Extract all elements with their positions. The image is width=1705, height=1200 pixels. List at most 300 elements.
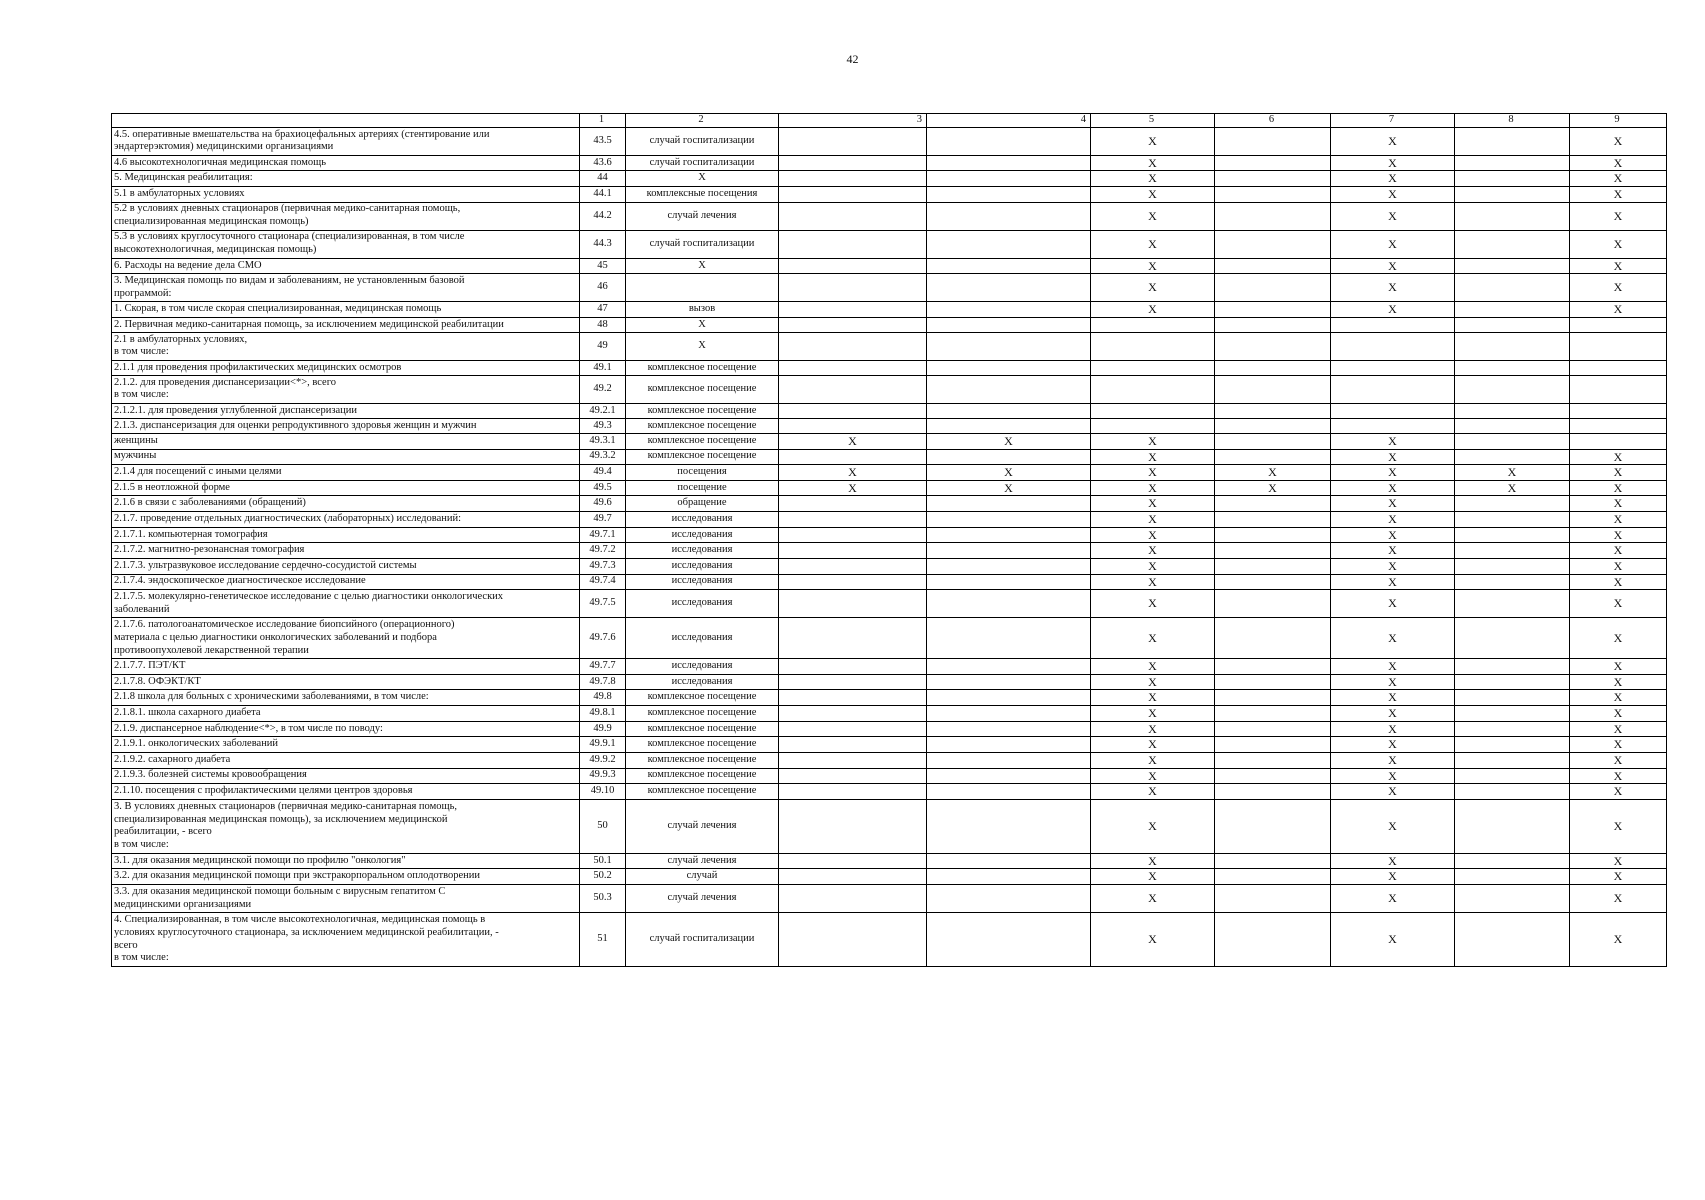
header-cell: 6	[1215, 114, 1331, 128]
value-cell-col9: X	[1570, 799, 1667, 853]
value-cell-col3	[779, 721, 927, 737]
value-cell-col6	[1215, 659, 1331, 675]
value-cell-col6	[1215, 799, 1331, 853]
value-cell-col5: X	[1091, 574, 1215, 590]
row-name-line: 1. Скорая, в том числе скорая специализированная, медицинская помощь	[114, 303, 442, 315]
value-cell-col6	[1215, 558, 1331, 574]
row-name	[112, 659, 580, 675]
value-cell-col3	[779, 674, 927, 690]
row-number: 49.7.6	[580, 618, 626, 659]
value-cell-col3: X	[779, 433, 927, 449]
value-cell-col9: X	[1570, 527, 1667, 543]
table-body	[112, 127, 1667, 966]
value-cell-col3	[779, 768, 927, 784]
value-cell-col7: X	[1331, 171, 1455, 187]
row-name-line: 2.1.1 для проведения профилактических медицинских осмотров	[114, 361, 402, 373]
value-cell-col4	[927, 230, 1091, 258]
value-cell-col6	[1215, 202, 1331, 230]
value-cell-col9	[1570, 332, 1667, 360]
value-cell-col7: X	[1331, 258, 1455, 274]
value-cell-col7: X	[1331, 690, 1455, 706]
value-cell-col4	[927, 375, 1091, 403]
value-cell-col8	[1455, 853, 1570, 869]
value-cell-col9: X	[1570, 187, 1667, 203]
value-cell-col8: X	[1455, 480, 1570, 496]
table-row	[112, 302, 1667, 318]
value-cell-col9: X	[1570, 127, 1667, 155]
value-cell-col4	[927, 784, 1091, 800]
row-number: 49.8	[580, 690, 626, 706]
row-name-line: в том числе:	[114, 952, 169, 964]
value-cell-col7: X	[1331, 784, 1455, 800]
value-cell-col7: X	[1331, 127, 1455, 155]
row-name-line: 2. Первичная медико-санитарная помощь, за исключением медицинской реабилитации	[114, 318, 504, 330]
row-name	[112, 784, 580, 800]
value-cell-col3	[779, 527, 927, 543]
value-cell-col4	[927, 403, 1091, 418]
value-cell-col3	[779, 302, 927, 318]
row-number: 47	[580, 302, 626, 318]
value-cell-col6	[1215, 171, 1331, 187]
row-number: 49.7.5	[580, 590, 626, 618]
row-name-line: 2.1.2. для проведения диспансеризации<*>, всего	[114, 376, 337, 388]
row-name-line: 2.1.7.4. эндоскопическое диагностическое исследование	[114, 575, 366, 587]
value-cell-col6	[1215, 317, 1331, 332]
value-cell-col6	[1215, 721, 1331, 737]
row-unit: комплексное посещение	[626, 752, 779, 768]
value-cell-col7	[1331, 403, 1455, 418]
row-name	[112, 913, 580, 967]
row-number: 49.9.1	[580, 737, 626, 753]
row-name	[112, 721, 580, 737]
row-name	[112, 496, 580, 512]
value-cell-col5: X	[1091, 659, 1215, 675]
value-cell-col6	[1215, 433, 1331, 449]
row-name	[112, 690, 580, 706]
value-cell-col6	[1215, 418, 1331, 433]
row-unit: комплексное посещение	[626, 768, 779, 784]
row-name-line: 2.1.6 в связи с заболеваниями (обращений)	[114, 497, 306, 509]
row-unit: случай госпитализации	[626, 230, 779, 258]
value-cell-col7: X	[1331, 155, 1455, 171]
value-cell-col3	[779, 590, 927, 618]
row-name-line: в том числе:	[114, 389, 169, 401]
row-number: 49.7.1	[580, 527, 626, 543]
row-unit: исследования	[626, 558, 779, 574]
value-cell-col4	[927, 721, 1091, 737]
value-cell-col8	[1455, 799, 1570, 853]
value-cell-col5	[1091, 332, 1215, 360]
header-row	[112, 114, 1667, 128]
value-cell-col3	[779, 155, 927, 171]
value-cell-col7: X	[1331, 869, 1455, 885]
value-cell-col8	[1455, 690, 1570, 706]
value-cell-col6	[1215, 706, 1331, 722]
row-number: 49.7.8	[580, 674, 626, 690]
row-unit: комплексное посещение	[626, 375, 779, 403]
value-cell-col9: X	[1570, 171, 1667, 187]
value-cell-col9: X	[1570, 913, 1667, 967]
row-unit: случай лечения	[626, 202, 779, 230]
table-row	[112, 784, 1667, 800]
row-name-line: 3.1. для оказания медицинской помощи по профилю "онкология"	[114, 854, 406, 866]
row-number: 50.3	[580, 885, 626, 913]
value-cell-col4	[927, 674, 1091, 690]
value-cell-col6	[1215, 360, 1331, 375]
table-row	[112, 674, 1667, 690]
value-cell-col4	[927, 913, 1091, 967]
row-name-line: 2.1.7.8. ОФЭКТ/КТ	[114, 675, 201, 687]
value-cell-col7: X	[1331, 674, 1455, 690]
table-row	[112, 590, 1667, 618]
value-cell-col5: X	[1091, 869, 1215, 885]
value-cell-col9: X	[1570, 869, 1667, 885]
row-unit: случай госпитализации	[626, 913, 779, 967]
row-number: 43.5	[580, 127, 626, 155]
value-cell-col5: X	[1091, 496, 1215, 512]
value-cell-col7: X	[1331, 512, 1455, 528]
row-number: 49.7.7	[580, 659, 626, 675]
table-row	[112, 721, 1667, 737]
value-cell-col9: X	[1570, 618, 1667, 659]
value-cell-col8	[1455, 913, 1570, 967]
value-cell-col9: X	[1570, 752, 1667, 768]
value-cell-col8	[1455, 127, 1570, 155]
value-cell-col8	[1455, 302, 1570, 318]
value-cell-col7	[1331, 375, 1455, 403]
value-cell-col6	[1215, 274, 1331, 302]
row-number: 49.9	[580, 721, 626, 737]
value-cell-col5: X	[1091, 885, 1215, 913]
value-cell-col6	[1215, 574, 1331, 590]
value-cell-col3	[779, 752, 927, 768]
row-name	[112, 706, 580, 722]
value-cell-col7: X	[1331, 465, 1455, 481]
row-name-line: 2.1.7.7. ПЭТ/КТ	[114, 660, 186, 672]
row-name	[112, 590, 580, 618]
row-name	[112, 187, 580, 203]
value-cell-col4	[927, 768, 1091, 784]
row-name-line: 3.2. для оказания медицинской помощи при экстракорпоральном оплодотворении	[114, 870, 481, 882]
value-cell-col7	[1331, 332, 1455, 360]
row-unit: случай лечения	[626, 853, 779, 869]
value-cell-col8	[1455, 274, 1570, 302]
value-cell-col9	[1570, 403, 1667, 418]
row-name	[112, 480, 580, 496]
row-name	[112, 258, 580, 274]
row-number: 49.7.2	[580, 543, 626, 559]
value-cell-col3	[779, 418, 927, 433]
value-cell-col7: X	[1331, 558, 1455, 574]
value-cell-col6: X	[1215, 465, 1331, 481]
value-cell-col4	[927, 187, 1091, 203]
table-row	[112, 799, 1667, 853]
row-name-line: 5.3 в условиях круглосуточного стационара (специализированная, в том числе	[114, 231, 465, 243]
value-cell-col8	[1455, 618, 1570, 659]
value-cell-col8	[1455, 512, 1570, 528]
value-cell-col8	[1455, 496, 1570, 512]
value-cell-col7: X	[1331, 853, 1455, 869]
value-cell-col3	[779, 230, 927, 258]
value-cell-col3	[779, 171, 927, 187]
value-cell-col3	[779, 127, 927, 155]
value-cell-col3	[779, 784, 927, 800]
header-cell: 4	[927, 114, 1091, 128]
table-row	[112, 768, 1667, 784]
value-cell-col8	[1455, 558, 1570, 574]
value-cell-col4	[927, 418, 1091, 433]
row-unit: исследования	[626, 574, 779, 590]
value-cell-col6	[1215, 403, 1331, 418]
value-cell-col4	[927, 659, 1091, 675]
row-number: 44	[580, 171, 626, 187]
row-number: 51	[580, 913, 626, 967]
value-cell-col6	[1215, 127, 1331, 155]
table-row	[112, 230, 1667, 258]
row-name	[112, 737, 580, 753]
value-cell-col4	[927, 869, 1091, 885]
value-cell-col4: X	[927, 433, 1091, 449]
value-cell-col9: X	[1570, 558, 1667, 574]
row-unit: X	[626, 171, 779, 187]
value-cell-col4	[927, 274, 1091, 302]
value-cell-col8	[1455, 403, 1570, 418]
row-name-line: 4. Специализированная, в том числе высокотехнологичная, медицинская помощь в	[114, 913, 486, 925]
value-cell-col3	[779, 274, 927, 302]
value-cell-col7: X	[1331, 274, 1455, 302]
value-cell-col3	[779, 496, 927, 512]
value-cell-col3: X	[779, 480, 927, 496]
value-cell-col6	[1215, 768, 1331, 784]
row-number: 50.1	[580, 853, 626, 869]
row-name	[112, 127, 580, 155]
value-cell-col4	[927, 127, 1091, 155]
row-unit: комплексное посещение	[626, 737, 779, 753]
row-name-line: 5. Медицинская реабилитация:	[114, 172, 253, 184]
row-name-line: 2.1.7.5. молекулярно-генетическое исследование с целью диагностики онкологических	[114, 590, 504, 602]
table-row	[112, 465, 1667, 481]
value-cell-col9: X	[1570, 574, 1667, 590]
table-row	[112, 187, 1667, 203]
value-cell-col6	[1215, 512, 1331, 528]
value-cell-col5: X	[1091, 527, 1215, 543]
value-cell-col8	[1455, 433, 1570, 449]
row-unit: X	[626, 332, 779, 360]
value-cell-col6	[1215, 784, 1331, 800]
value-cell-col5: X	[1091, 202, 1215, 230]
row-unit: комплексное посещение	[626, 784, 779, 800]
row-number: 49.10	[580, 784, 626, 800]
value-cell-col4	[927, 302, 1091, 318]
value-cell-col7	[1331, 360, 1455, 375]
value-cell-col5: X	[1091, 590, 1215, 618]
value-cell-col4	[927, 799, 1091, 853]
header-cell: 3	[779, 114, 927, 128]
value-cell-col4	[927, 618, 1091, 659]
value-cell-col6	[1215, 302, 1331, 318]
value-cell-col4	[927, 885, 1091, 913]
row-name	[112, 512, 580, 528]
row-unit: комплексное посещение	[626, 721, 779, 737]
row-name-line: 6. Расходы на ведение дела СМО	[114, 259, 262, 271]
value-cell-col5: X	[1091, 618, 1215, 659]
value-cell-col5: X	[1091, 737, 1215, 753]
header-cell: 8	[1455, 114, 1570, 128]
row-unit: исследования	[626, 512, 779, 528]
value-cell-col9: X	[1570, 721, 1667, 737]
value-cell-col4	[927, 202, 1091, 230]
value-cell-col8	[1455, 155, 1570, 171]
row-name-line: 2.1.10. посещения с профилактическими целями центров здоровья	[114, 785, 413, 797]
value-cell-col8	[1455, 590, 1570, 618]
value-cell-col5: X	[1091, 302, 1215, 318]
row-number: 46	[580, 274, 626, 302]
row-number: 49.3	[580, 418, 626, 433]
row-name-line: противоопухолевой лекарственной терапии	[114, 644, 309, 656]
value-cell-col4	[927, 590, 1091, 618]
row-unit: исследования	[626, 543, 779, 559]
row-unit: комплексные посещения	[626, 187, 779, 203]
row-number: 44.3	[580, 230, 626, 258]
row-name	[112, 449, 580, 465]
row-name-line: 5.2 в условиях дневных стационаров (первичная медико-санитарная помощь,	[114, 203, 461, 215]
table-row	[112, 171, 1667, 187]
value-cell-col4	[927, 171, 1091, 187]
value-cell-col3	[779, 512, 927, 528]
row-name-line: специализированная медицинская помощь)	[114, 216, 309, 228]
row-unit: случай госпитализации	[626, 127, 779, 155]
value-cell-col8	[1455, 418, 1570, 433]
table-row	[112, 752, 1667, 768]
value-cell-col8	[1455, 187, 1570, 203]
table-row	[112, 737, 1667, 753]
row-name	[112, 853, 580, 869]
table-row	[112, 869, 1667, 885]
row-unit: случай лечения	[626, 885, 779, 913]
table-row	[112, 317, 1667, 332]
row-unit: случай	[626, 869, 779, 885]
row-number: 49	[580, 332, 626, 360]
row-name-line: мужчины	[114, 450, 157, 462]
value-cell-col6	[1215, 496, 1331, 512]
value-cell-col7: X	[1331, 659, 1455, 675]
value-cell-col8	[1455, 171, 1570, 187]
value-cell-col5: X	[1091, 721, 1215, 737]
value-cell-col8	[1455, 230, 1570, 258]
row-name-line: специализированная медицинская помощь), за исключением медицинской	[114, 813, 448, 825]
row-number: 49.3.2	[580, 449, 626, 465]
table-row	[112, 127, 1667, 155]
row-name-line: 3.3. для оказания медицинской помощи больным с вирусным гепатитом С	[114, 885, 446, 897]
value-cell-col5: X	[1091, 674, 1215, 690]
value-cell-col4	[927, 332, 1091, 360]
row-name-line: 2.1.9.3. болезней системы кровообращения	[114, 769, 307, 781]
row-name	[112, 574, 580, 590]
value-cell-col5: X	[1091, 258, 1215, 274]
row-name	[112, 543, 580, 559]
row-name	[112, 885, 580, 913]
value-cell-col3	[779, 799, 927, 853]
value-cell-col9: X	[1570, 659, 1667, 675]
value-cell-col8	[1455, 360, 1570, 375]
value-cell-col5: X	[1091, 433, 1215, 449]
value-cell-col8	[1455, 768, 1570, 784]
row-name-line: всего	[114, 939, 138, 951]
value-cell-col5: X	[1091, 230, 1215, 258]
row-unit: исследования	[626, 527, 779, 543]
row-name	[112, 332, 580, 360]
value-cell-col9	[1570, 375, 1667, 403]
value-cell-col5	[1091, 403, 1215, 418]
value-cell-col4	[927, 496, 1091, 512]
row-number: 49.9.2	[580, 752, 626, 768]
value-cell-col9: X	[1570, 674, 1667, 690]
header-cell	[112, 114, 580, 128]
value-cell-col5	[1091, 375, 1215, 403]
row-name-line: в том числе:	[114, 346, 169, 358]
value-cell-col4	[927, 449, 1091, 465]
header-cell: 2	[626, 114, 779, 128]
row-number: 49.3.1	[580, 433, 626, 449]
row-name-line: 2.1.7.3. ультразвуковое исследование сердечно-сосудистой системы	[114, 559, 417, 571]
row-number: 49.4	[580, 465, 626, 481]
value-cell-col9: X	[1570, 480, 1667, 496]
value-cell-col5: X	[1091, 706, 1215, 722]
value-cell-col6	[1215, 449, 1331, 465]
value-cell-col3	[779, 574, 927, 590]
value-cell-col9: X	[1570, 258, 1667, 274]
row-name	[112, 302, 580, 318]
table-row	[112, 853, 1667, 869]
value-cell-col3	[779, 543, 927, 559]
row-name	[112, 799, 580, 853]
value-cell-col9: X	[1570, 590, 1667, 618]
value-cell-col4	[927, 752, 1091, 768]
row-unit: исследования	[626, 659, 779, 675]
table-row	[112, 706, 1667, 722]
row-name-line: материала с целью диагностики онкологических заболеваний и подбора	[114, 631, 437, 643]
row-number: 45	[580, 258, 626, 274]
table-row	[112, 274, 1667, 302]
header-cell: 9	[1570, 114, 1667, 128]
value-cell-col8	[1455, 543, 1570, 559]
row-name	[112, 171, 580, 187]
table-row	[112, 558, 1667, 574]
table-row	[112, 433, 1667, 449]
value-cell-col7: X	[1331, 574, 1455, 590]
value-cell-col5: X	[1091, 784, 1215, 800]
value-cell-col6	[1215, 737, 1331, 753]
row-number: 49.2.1	[580, 403, 626, 418]
value-cell-col5: X	[1091, 449, 1215, 465]
row-number: 50.2	[580, 869, 626, 885]
value-cell-col6	[1215, 913, 1331, 967]
value-cell-col4: X	[927, 465, 1091, 481]
value-cell-col8	[1455, 869, 1570, 885]
value-cell-col7: X	[1331, 480, 1455, 496]
value-cell-col4	[927, 543, 1091, 559]
value-cell-col7: X	[1331, 496, 1455, 512]
value-cell-col4	[927, 360, 1091, 375]
row-name-line: реабилитации, - всего	[114, 826, 212, 838]
value-cell-col8	[1455, 721, 1570, 737]
value-cell-col4	[927, 317, 1091, 332]
value-cell-col6	[1215, 187, 1331, 203]
value-cell-col5: X	[1091, 558, 1215, 574]
value-cell-col4	[927, 512, 1091, 528]
row-number: 49.7.3	[580, 558, 626, 574]
row-name-line: 2.1.4 для посещений с иными целями	[114, 466, 282, 478]
